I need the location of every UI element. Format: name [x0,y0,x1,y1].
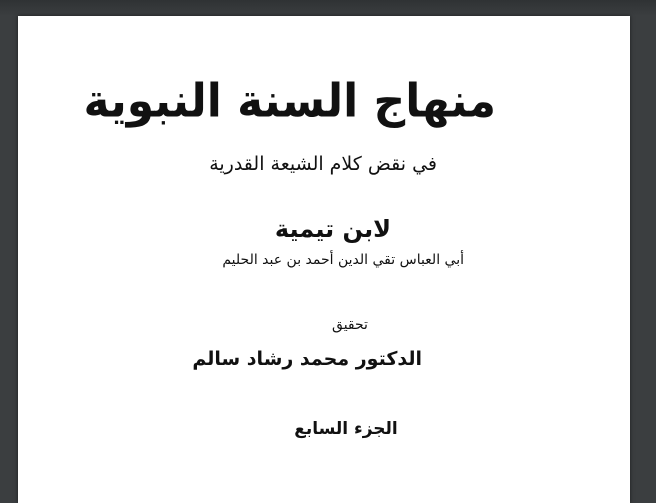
editor-label: تحقيق [332,317,368,333]
book-subtitle: في نقض كلام الشيعة القدرية [209,153,437,175]
book-title: منهاج السنة النبوية [83,74,496,129]
editor-name: الدكتور محمد رشاد سالم [192,348,422,370]
author-short: لابن تيمية [274,215,391,243]
volume-label: الجزء السابع [294,419,398,439]
pdf-page[interactable] [18,16,630,503]
viewer-top-edge [0,0,656,16]
author-full-name: أبي العباس تقي الدين أحمد بن عبد الحليم [222,252,464,268]
